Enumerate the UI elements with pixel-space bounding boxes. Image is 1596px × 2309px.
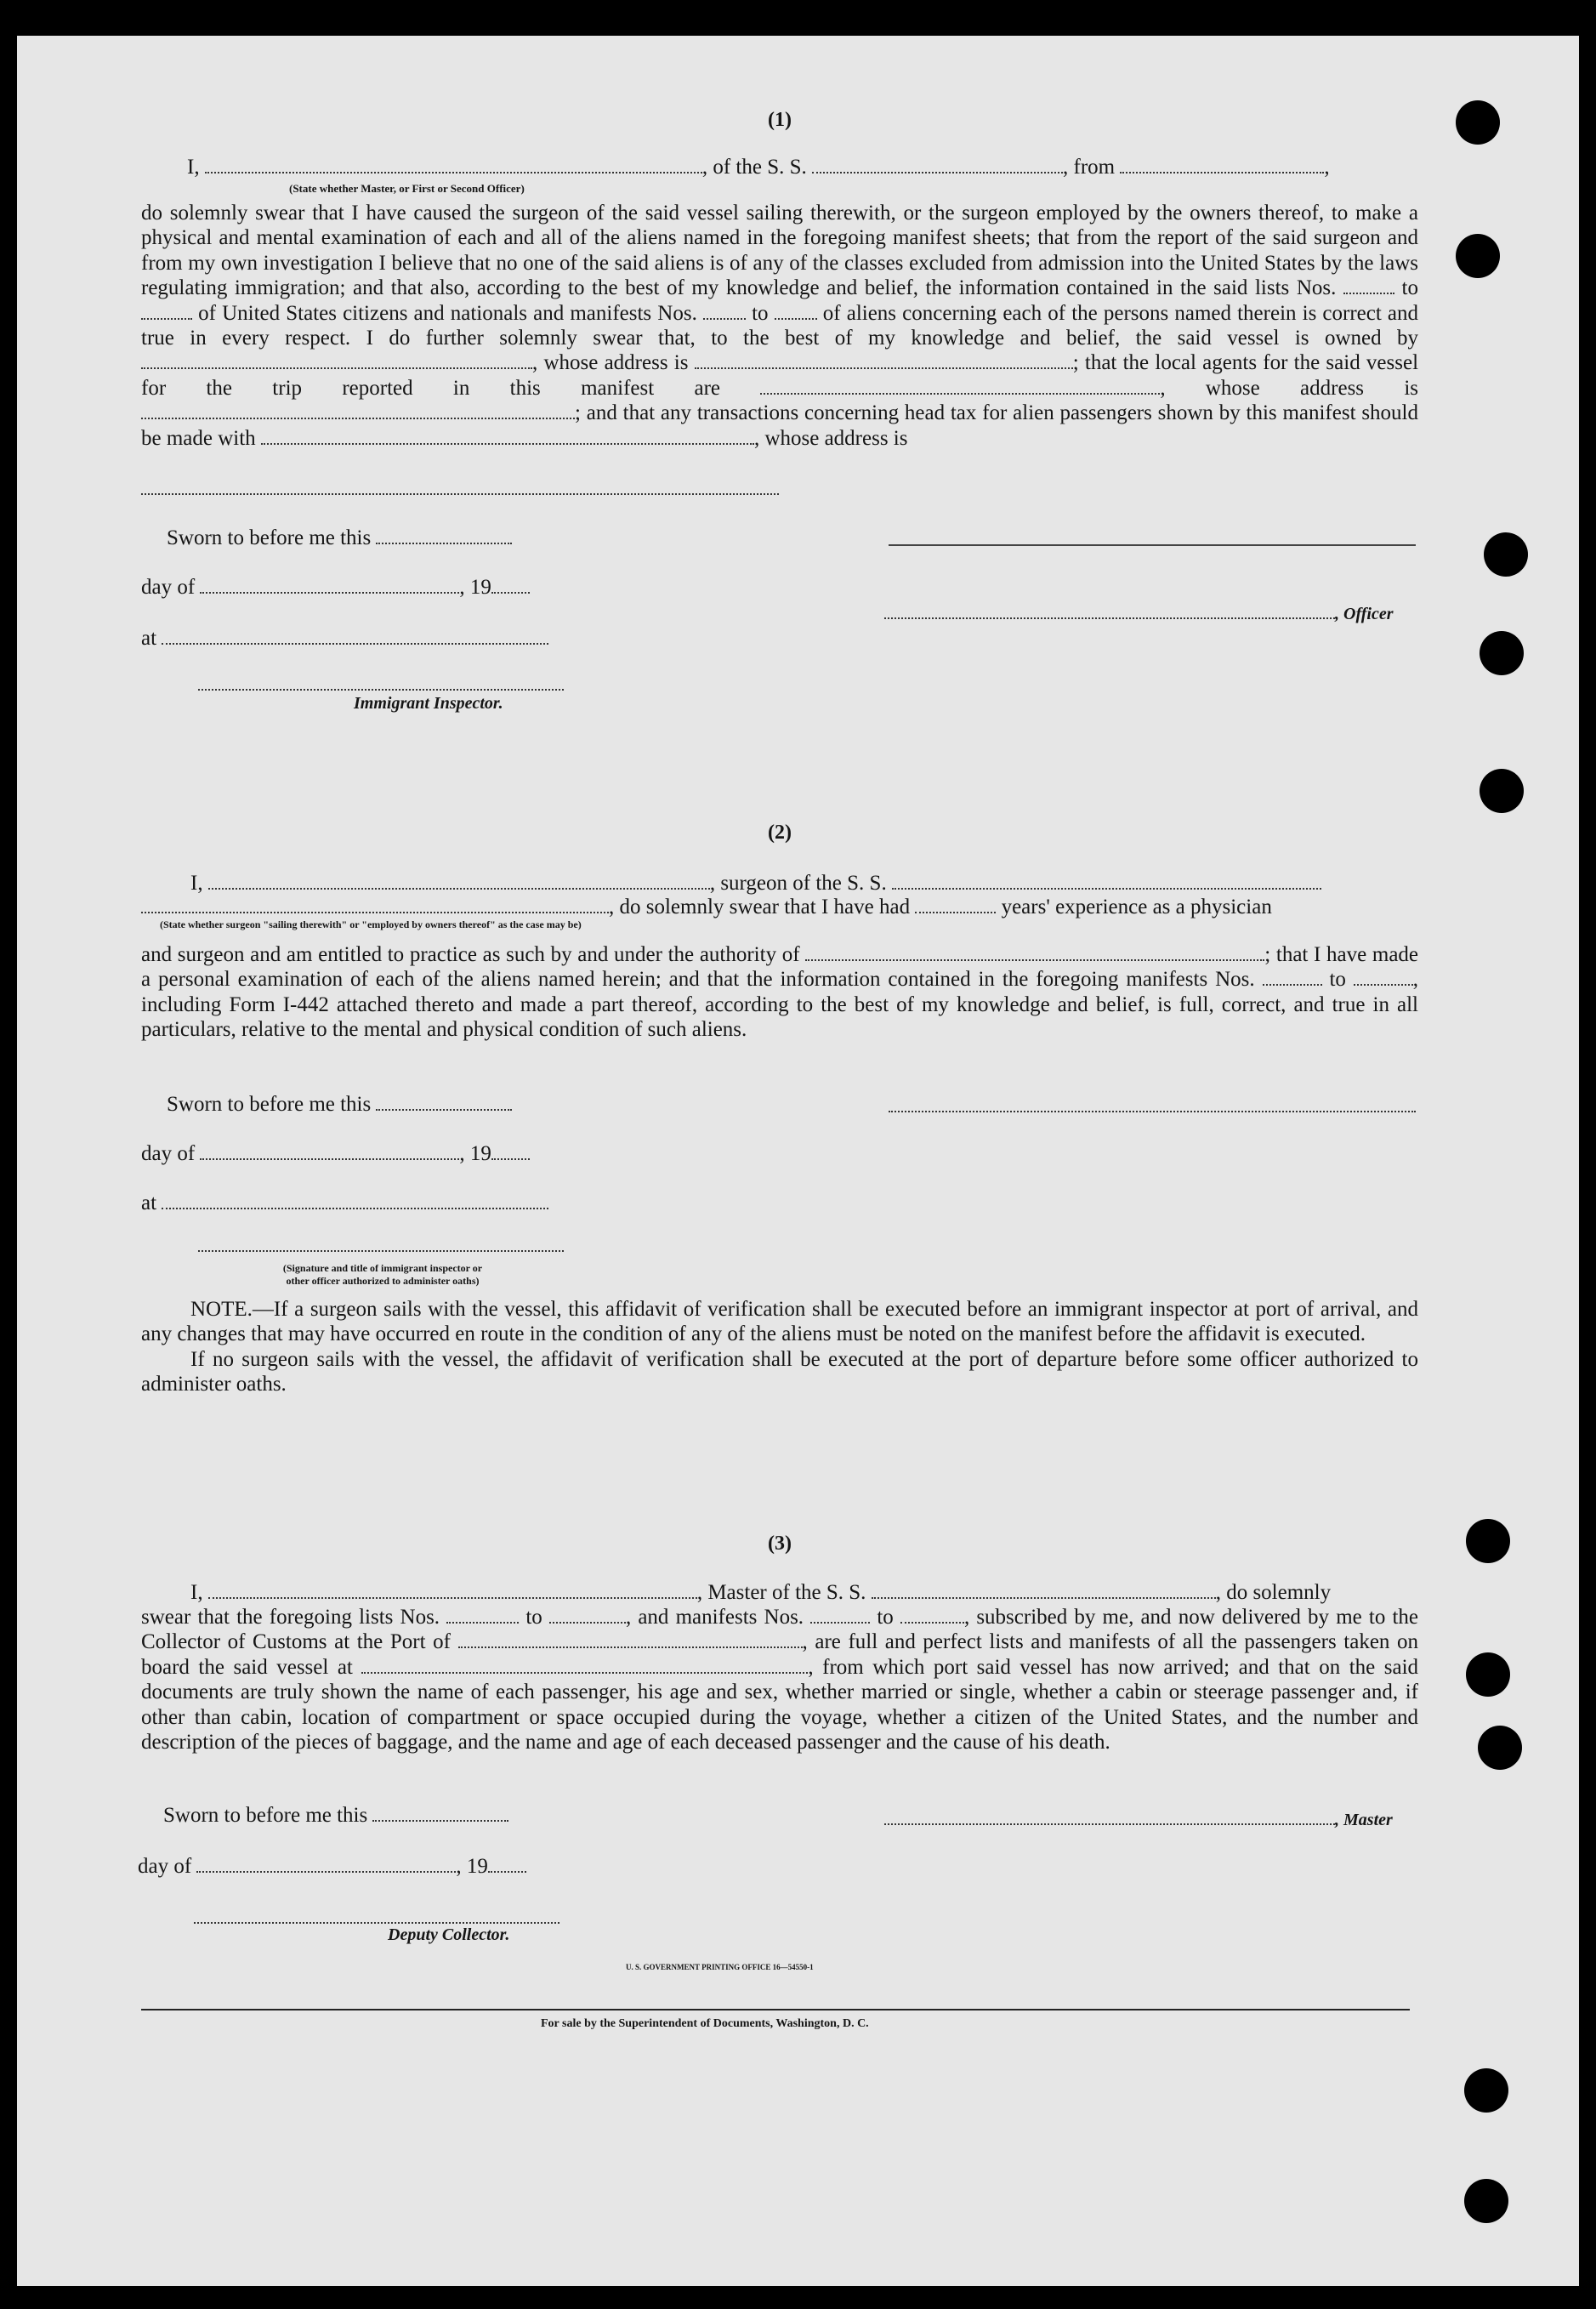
years-label: years' experience as a physician xyxy=(1001,896,1272,918)
owner-address-field[interactable] xyxy=(695,350,1073,369)
of-ss-label: , of the S. S. xyxy=(701,156,807,179)
punch-hole xyxy=(1456,100,1500,145)
sworn-day-field[interactable] xyxy=(372,1803,508,1822)
to-label: to xyxy=(525,1606,542,1629)
section-1-body xyxy=(141,201,1418,451)
to-label: to xyxy=(1401,276,1418,300)
oath-text: do solemnly swear that I have caused the surgeon of the said vessel sailing therewith, or the surgeon employed by the owners thereof, to make a physical and mental examination of each and all of the aliens named in the foregoing manifest sheets; that from the report of the said surgeon and from my own investigation I believe that no one of the said aliens is of any of the classes excluded from admission into the United States by the laws regulating immigration; and that also, according to the best of my knowledge and belief, the information contained in the said lists Nos. xyxy=(141,202,1418,300)
comma: , xyxy=(1324,156,1330,179)
manifests-from-field[interactable] xyxy=(810,1605,870,1624)
to-label: to xyxy=(877,1606,894,1629)
gpo-imprint: U. S. GOVERNMENT PRINTING OFFICE 16—54550-1 xyxy=(626,1963,814,1971)
agents-address-field[interactable] xyxy=(141,401,575,419)
to-label: to xyxy=(1329,968,1346,992)
manifests-from-field[interactable] xyxy=(703,301,746,320)
punch-hole xyxy=(1466,1652,1510,1697)
section-2-oath-text xyxy=(141,942,1418,1043)
swear-label: , do solemnly swear that I have had xyxy=(609,896,911,918)
surgeon-type-note: (State whether surgeon "sailing therewith" or "employed by owners thereof" as the case may be) xyxy=(160,918,582,930)
month-field[interactable] xyxy=(196,1854,456,1873)
to-label: to xyxy=(752,301,769,325)
section-2-number: (2) xyxy=(768,822,792,844)
solemnly-label: , do solemnly xyxy=(1215,1581,1332,1604)
section-1-oath-text xyxy=(141,201,1418,451)
lists-to-field[interactable] xyxy=(141,301,192,320)
officer-name-field[interactable] xyxy=(205,155,702,173)
including-text: , including Form I-442 attached thereto and made a part thereof, according to xyxy=(141,968,1419,1016)
from-label: , from xyxy=(1063,156,1116,179)
i-label: I, xyxy=(190,872,203,895)
master-label: , Master xyxy=(1335,1811,1393,1829)
officer-signature-field[interactable] xyxy=(884,600,1335,619)
whose-address-label: , whose address is xyxy=(532,351,689,375)
at-line-1 xyxy=(141,626,548,651)
officer-rank-note: (State whether Master, or First or Second Officer) xyxy=(289,182,525,195)
at-place-field[interactable] xyxy=(162,626,548,645)
immigrant-inspector-label: Immigrant Inspector. xyxy=(354,694,503,713)
officer-signature xyxy=(884,600,1394,625)
manifests-all-label: manifests of all the passengers taken on board the said vessel at xyxy=(141,1630,1418,1679)
local-agents-field[interactable] xyxy=(760,376,1160,395)
punch-hole xyxy=(1464,2068,1508,2113)
aliens-text: of aliens concerning each of the persons named therein is correct and true in every respect. I do further solemnly swear that, to the best of my knowledge and belief, xyxy=(141,301,1419,350)
sworn-label: Sworn to before me this xyxy=(167,1093,372,1116)
manifests-to-field[interactable] xyxy=(900,1605,964,1624)
lists-from-field[interactable] xyxy=(446,1605,519,1624)
us-citizens-text: of United States citizens and nationals and manifests Nos. xyxy=(198,301,697,325)
punch-hole xyxy=(1464,2179,1508,2223)
year-prefix: , 19 xyxy=(456,1855,488,1878)
day-of-line-3 xyxy=(138,1854,526,1879)
surgeon-of-label: , surgeon of the S. S. xyxy=(709,872,887,895)
manifests-to-field[interactable] xyxy=(775,301,817,320)
section-1-line-1 xyxy=(187,155,1330,179)
punch-hole xyxy=(1466,1519,1510,1563)
section-2-line-1 xyxy=(190,871,1321,896)
vessel-name-field[interactable] xyxy=(872,1580,1216,1599)
day-of-line-1 xyxy=(141,575,530,600)
year-field[interactable] xyxy=(491,1141,530,1160)
authority-label: and surgeon and am entitled to practice as such by and under the authority of xyxy=(141,943,800,966)
punch-hole xyxy=(1480,769,1524,813)
sworn-label: Sworn to before me this xyxy=(167,526,372,549)
head-tax-text: ; and that any transactions concerning head tax for alien xyxy=(575,401,1054,425)
master-signature xyxy=(884,1806,1393,1831)
sworn-line-2 xyxy=(167,1092,512,1117)
sworn-day-field[interactable] xyxy=(376,526,512,544)
vessel-name-field[interactable] xyxy=(892,871,1321,890)
whose-address-label: whose address is xyxy=(1205,376,1419,400)
section-3-line-1 xyxy=(190,1580,1331,1605)
lists-from-field[interactable] xyxy=(1343,276,1394,294)
footer-rule xyxy=(141,2009,1410,2010)
note-text: —If a surgeon sails with the vessel, this affidavit of verification shall be executed before an immigrant inspector at port of arrival, and any changes that may have occurred en route in the condition of any of the aliens must be noted on the manifest before the affidavit is executed. xyxy=(141,1298,1418,1346)
section-3-oath-text xyxy=(141,1605,1418,1754)
section-3-number: (3) xyxy=(768,1533,792,1555)
and-manifests-label: , and manifests Nos. xyxy=(625,1606,804,1629)
note-block xyxy=(141,1297,1418,1397)
from-port-field[interactable] xyxy=(1120,155,1324,173)
note-label: NOTE. xyxy=(190,1298,253,1321)
surgeon-signature-line[interactable] xyxy=(889,1111,1416,1112)
owner-field[interactable] xyxy=(141,350,532,369)
sworn-line-3 xyxy=(163,1803,508,1828)
owned-by-label: the said vessel is owned by xyxy=(1135,327,1419,350)
day-of-label: day of xyxy=(141,576,196,599)
day-of-line-2 xyxy=(141,1141,530,1166)
manifests-from-field[interactable] xyxy=(1263,967,1322,986)
semicolon: ; xyxy=(1264,943,1271,966)
whose-address-label: , whose address is xyxy=(753,426,908,450)
day-of-label: day of xyxy=(138,1855,192,1878)
deputy-signature-line[interactable] xyxy=(194,1922,559,1924)
year-field[interactable] xyxy=(488,1854,526,1873)
port-field[interactable] xyxy=(458,1629,803,1648)
authority-field[interactable] xyxy=(805,942,1264,961)
day-of-label: day of xyxy=(141,1142,196,1165)
sale-notice: For sale by the Superintendent of Documents, Washington, D. C. xyxy=(541,2017,869,2030)
officer-label: , Officer xyxy=(1335,605,1394,623)
inspector-signature-line[interactable] xyxy=(198,1250,564,1252)
lists-to-field[interactable] xyxy=(549,1605,626,1624)
section-2-line-2 xyxy=(141,895,1272,919)
inspector-signature-line[interactable] xyxy=(198,689,564,691)
boarding-port-field[interactable] xyxy=(361,1655,808,1674)
year-field[interactable] xyxy=(491,575,530,594)
punch-hole xyxy=(1456,234,1500,278)
from-which-text: , from which xyxy=(808,1655,925,1679)
passengers-text: passengers shown by this manifest should be made with xyxy=(141,401,1418,450)
note-paragraph-2: If no surgeon sails with the vessel, the affidavit of verification shall be executed at the port of departure before some officer authorized to administer oaths. xyxy=(141,1347,1418,1396)
at-label: at xyxy=(141,1191,157,1214)
vessel-name-field[interactable] xyxy=(812,155,1063,173)
sworn-line-1 xyxy=(167,526,512,550)
subscribed-text: , subscribed by me, and now xyxy=(963,1606,1215,1629)
month-field[interactable] xyxy=(200,575,459,594)
section-3-body xyxy=(141,1605,1418,1754)
address-continuation-line[interactable] xyxy=(141,493,779,495)
year-prefix: , 19 xyxy=(459,576,491,599)
master-of-label: , Master of the S. S. xyxy=(696,1581,866,1604)
signature-note-2: other officer authorized to administer oaths) xyxy=(286,1275,480,1287)
years-field[interactable] xyxy=(915,895,996,913)
master-name-field[interactable] xyxy=(208,1580,697,1599)
signature-note-1: (Signature and title of immigrant inspector or xyxy=(282,1262,483,1274)
manifests-to-field[interactable] xyxy=(1354,967,1413,986)
personal-exam-text: that I have made a personal examination of each of the aliens named herein; and that the information contained in the xyxy=(141,943,1419,992)
sworn-day-field[interactable] xyxy=(376,1092,512,1111)
foregoing-label: foregoing manifests Nos. xyxy=(1036,968,1255,992)
head-tax-party-field[interactable] xyxy=(261,426,754,445)
sworn-label: Sworn to before me this xyxy=(163,1804,368,1827)
at-place-field[interactable] xyxy=(162,1191,548,1209)
month-field[interactable] xyxy=(200,1141,459,1160)
punch-hole xyxy=(1480,631,1524,675)
signature-line[interactable] xyxy=(889,544,1416,546)
swear-lists-label: swear that the foregoing lists Nos. xyxy=(141,1606,440,1629)
deputy-collector-label: Deputy Collector. xyxy=(388,1925,510,1944)
punch-hole xyxy=(1478,1726,1522,1770)
surgeon-type-field[interactable] xyxy=(141,895,609,913)
semicolon: ; xyxy=(1072,351,1079,375)
year-prefix: , 19 xyxy=(459,1142,491,1165)
section-1-number: (1) xyxy=(768,109,792,131)
i-label: I, xyxy=(187,156,200,179)
delivered-label: delivered by me to the Collector of Customs at the Port of xyxy=(141,1606,1419,1654)
master-signature-field[interactable] xyxy=(884,1806,1335,1825)
punch-hole xyxy=(1484,532,1528,577)
surgeon-name-field[interactable] xyxy=(208,871,710,890)
arrival-oath-text: port said vessel has now arrived; and that on the said documents are truly shown the name of each passenger, his age and sex, whether married or single, whether a cabin or steerage passenger and, if other than cabin, location of compartment or space occupied during the voyage, whether a citizen of the United States, and the number and description of the pieces of baggage, and the name and age of each deceased passenger and the cause of his death. xyxy=(141,1655,1419,1754)
full-perfect-text: , are full and perfect lists and xyxy=(802,1630,1062,1654)
comma: , xyxy=(1160,376,1166,400)
best-knowledge-text: the best of my knowledge and belief, is full, correct, and true in all particulars, relative to the mental and physical condition of such aliens. xyxy=(141,992,1418,1042)
note-paragraph xyxy=(141,1297,1418,1347)
local-agents-label: that the local agents for the said vessel for the trip reported in this manifest are xyxy=(141,351,1419,400)
at-label: at xyxy=(141,627,157,650)
i-label: I, xyxy=(190,1581,203,1604)
at-line-2 xyxy=(141,1191,548,1215)
section-2-body xyxy=(141,942,1418,1043)
